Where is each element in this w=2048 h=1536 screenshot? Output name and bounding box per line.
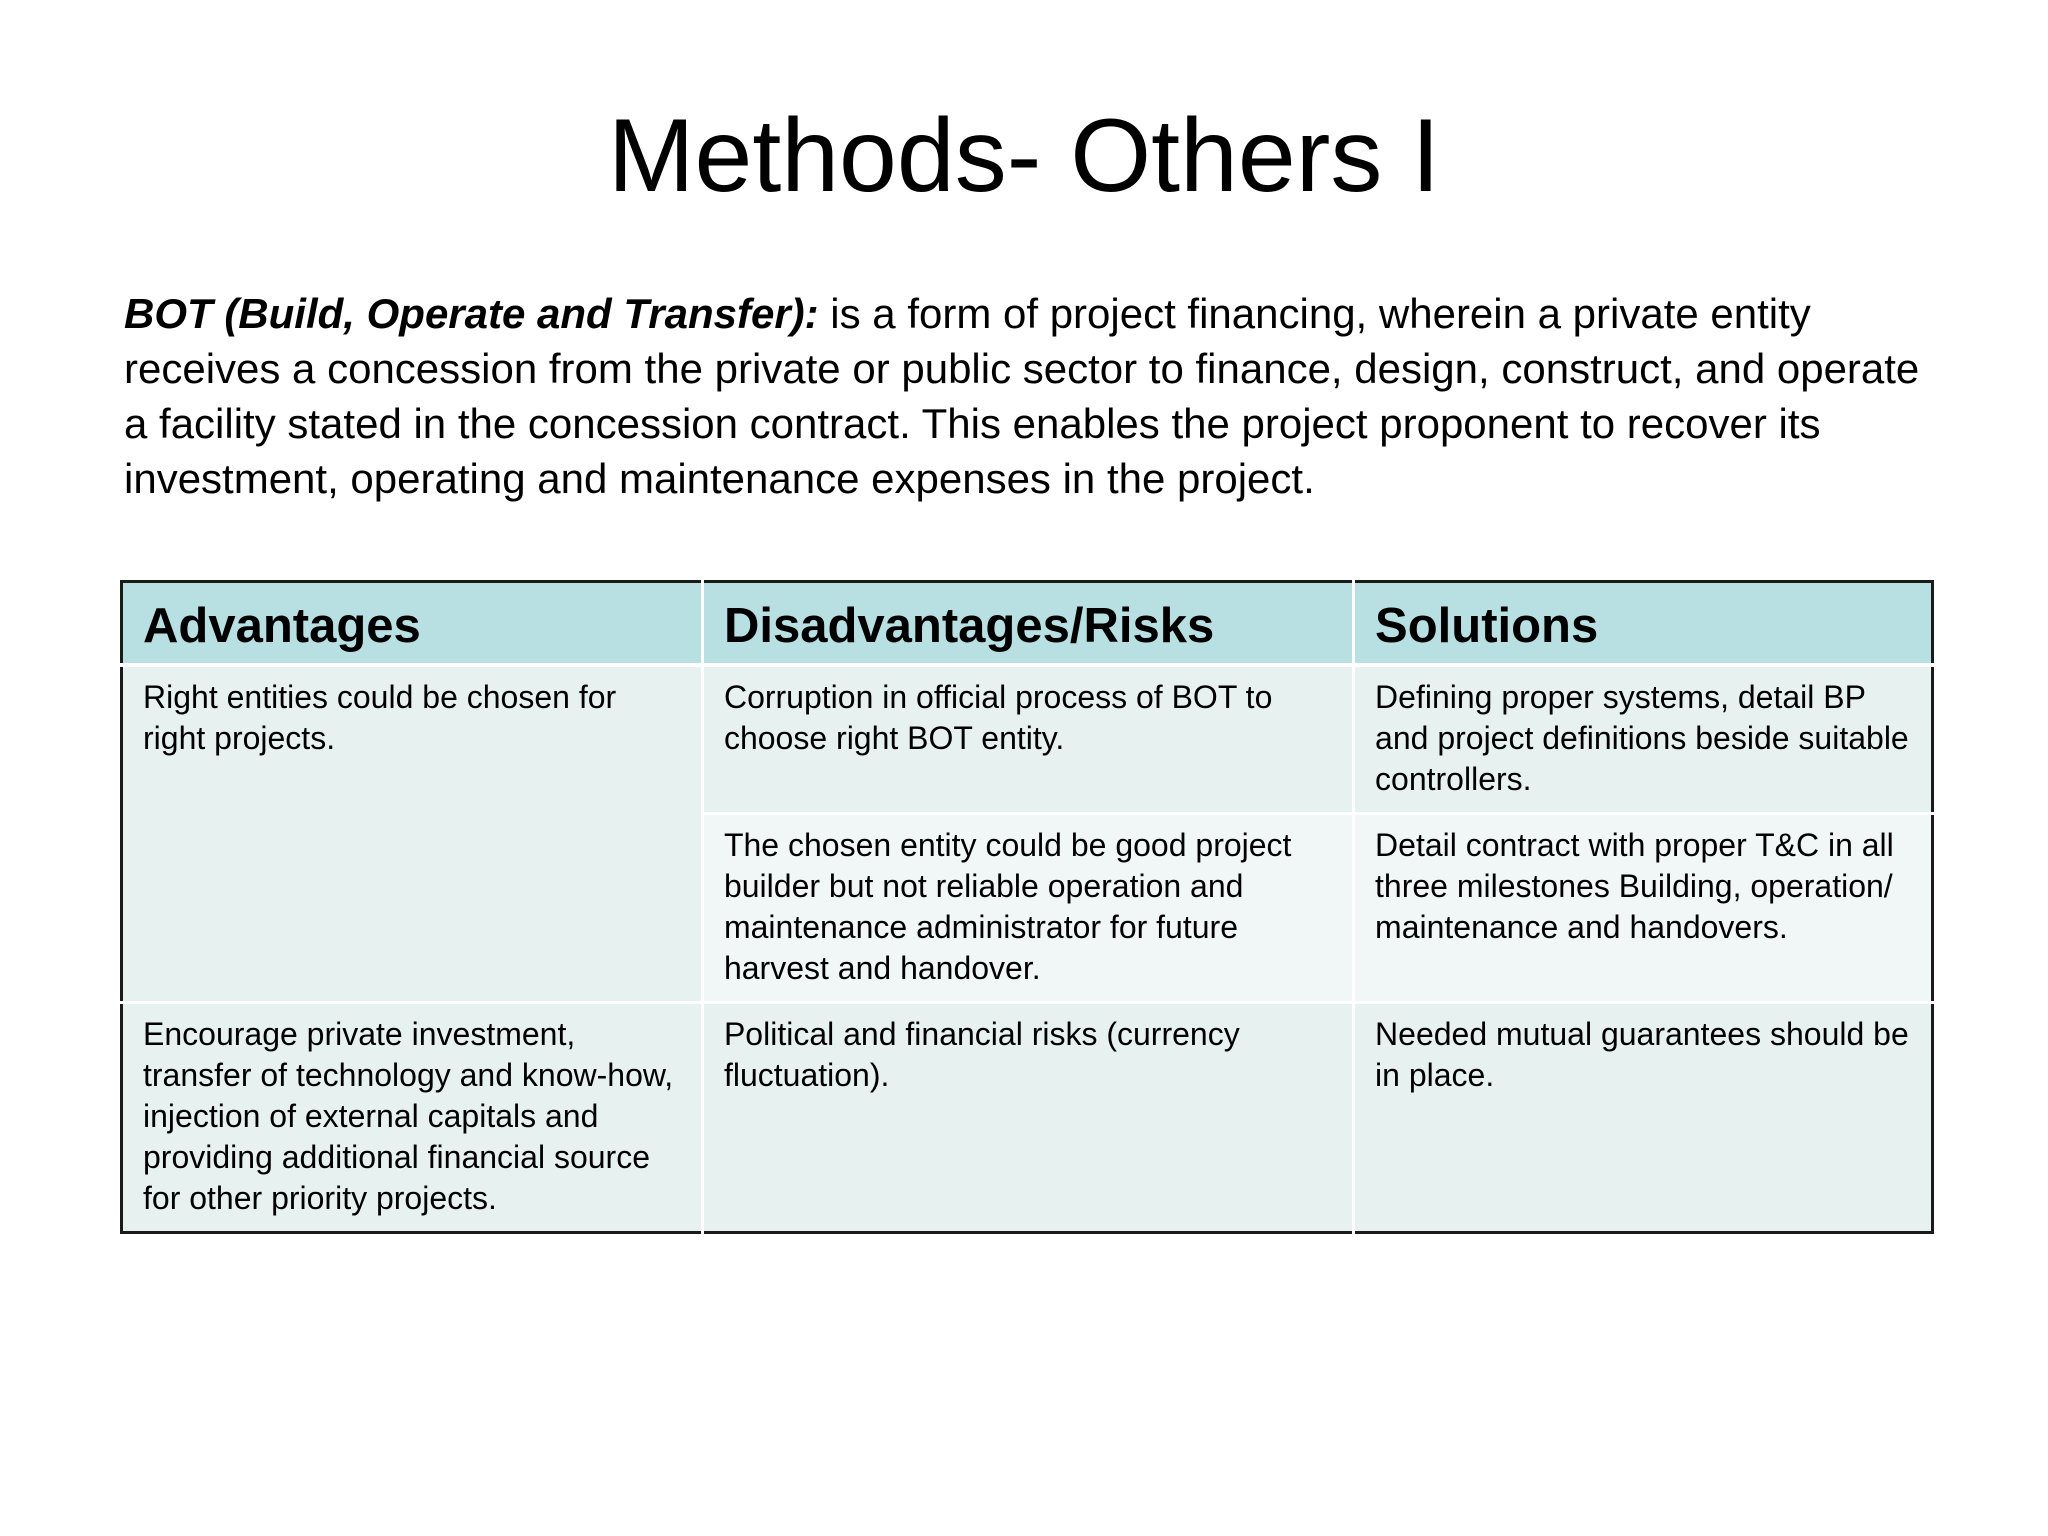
intro-term: BOT (Build, Operate and Transfer): <box>124 290 819 337</box>
intro-text: is a form of project financing, wherein a private entity receives a concession from the private or public sector to finance, design, construct, and operate a facility stated in the concession contract. This enables the project proponent to recover its investment, operating and maintenance expenses in the project. <box>124 290 1920 502</box>
solution-cell: Detail contract with proper T&C in all three milestones Building, operation/ maintenance and handovers. <box>1354 814 1933 1003</box>
solution-cell: Defining proper systems, detail BP and project definitions beside suitable controllers. <box>1354 665 1933 814</box>
disadvantage-cell: The chosen entity could be good project builder but not reliable operation and maintenance administrator for future harvest and handover. <box>702 814 1353 1003</box>
advantage-cell: Right entities could be chosen for right projects. <box>122 665 703 1003</box>
header-disadvantages: Disadvantages/Risks <box>702 582 1353 666</box>
header-advantages: Advantages <box>122 582 703 666</box>
solution-cell: Needed mutual guarantees should be in place. <box>1354 1003 1933 1233</box>
disadvantage-cell: Corruption in official process of BOT to choose right BOT entity. <box>702 665 1353 814</box>
bot-table <box>120 580 1934 1234</box>
disadvantage-cell: Political and financial risks (currency fluctuation). <box>702 1003 1353 1233</box>
advantage-cell: Encourage private investment, transfer of technology and know-how, injection of external capitals and providing additional financial source for other priority projects. <box>122 1003 703 1233</box>
header-solutions: Solutions <box>1354 582 1933 666</box>
slide-title: Methods- Others I <box>607 98 1441 214</box>
intro-paragraph <box>124 286 1954 506</box>
table-row <box>122 665 1933 814</box>
table-header-row <box>122 582 1933 666</box>
table-row <box>122 1003 1933 1233</box>
